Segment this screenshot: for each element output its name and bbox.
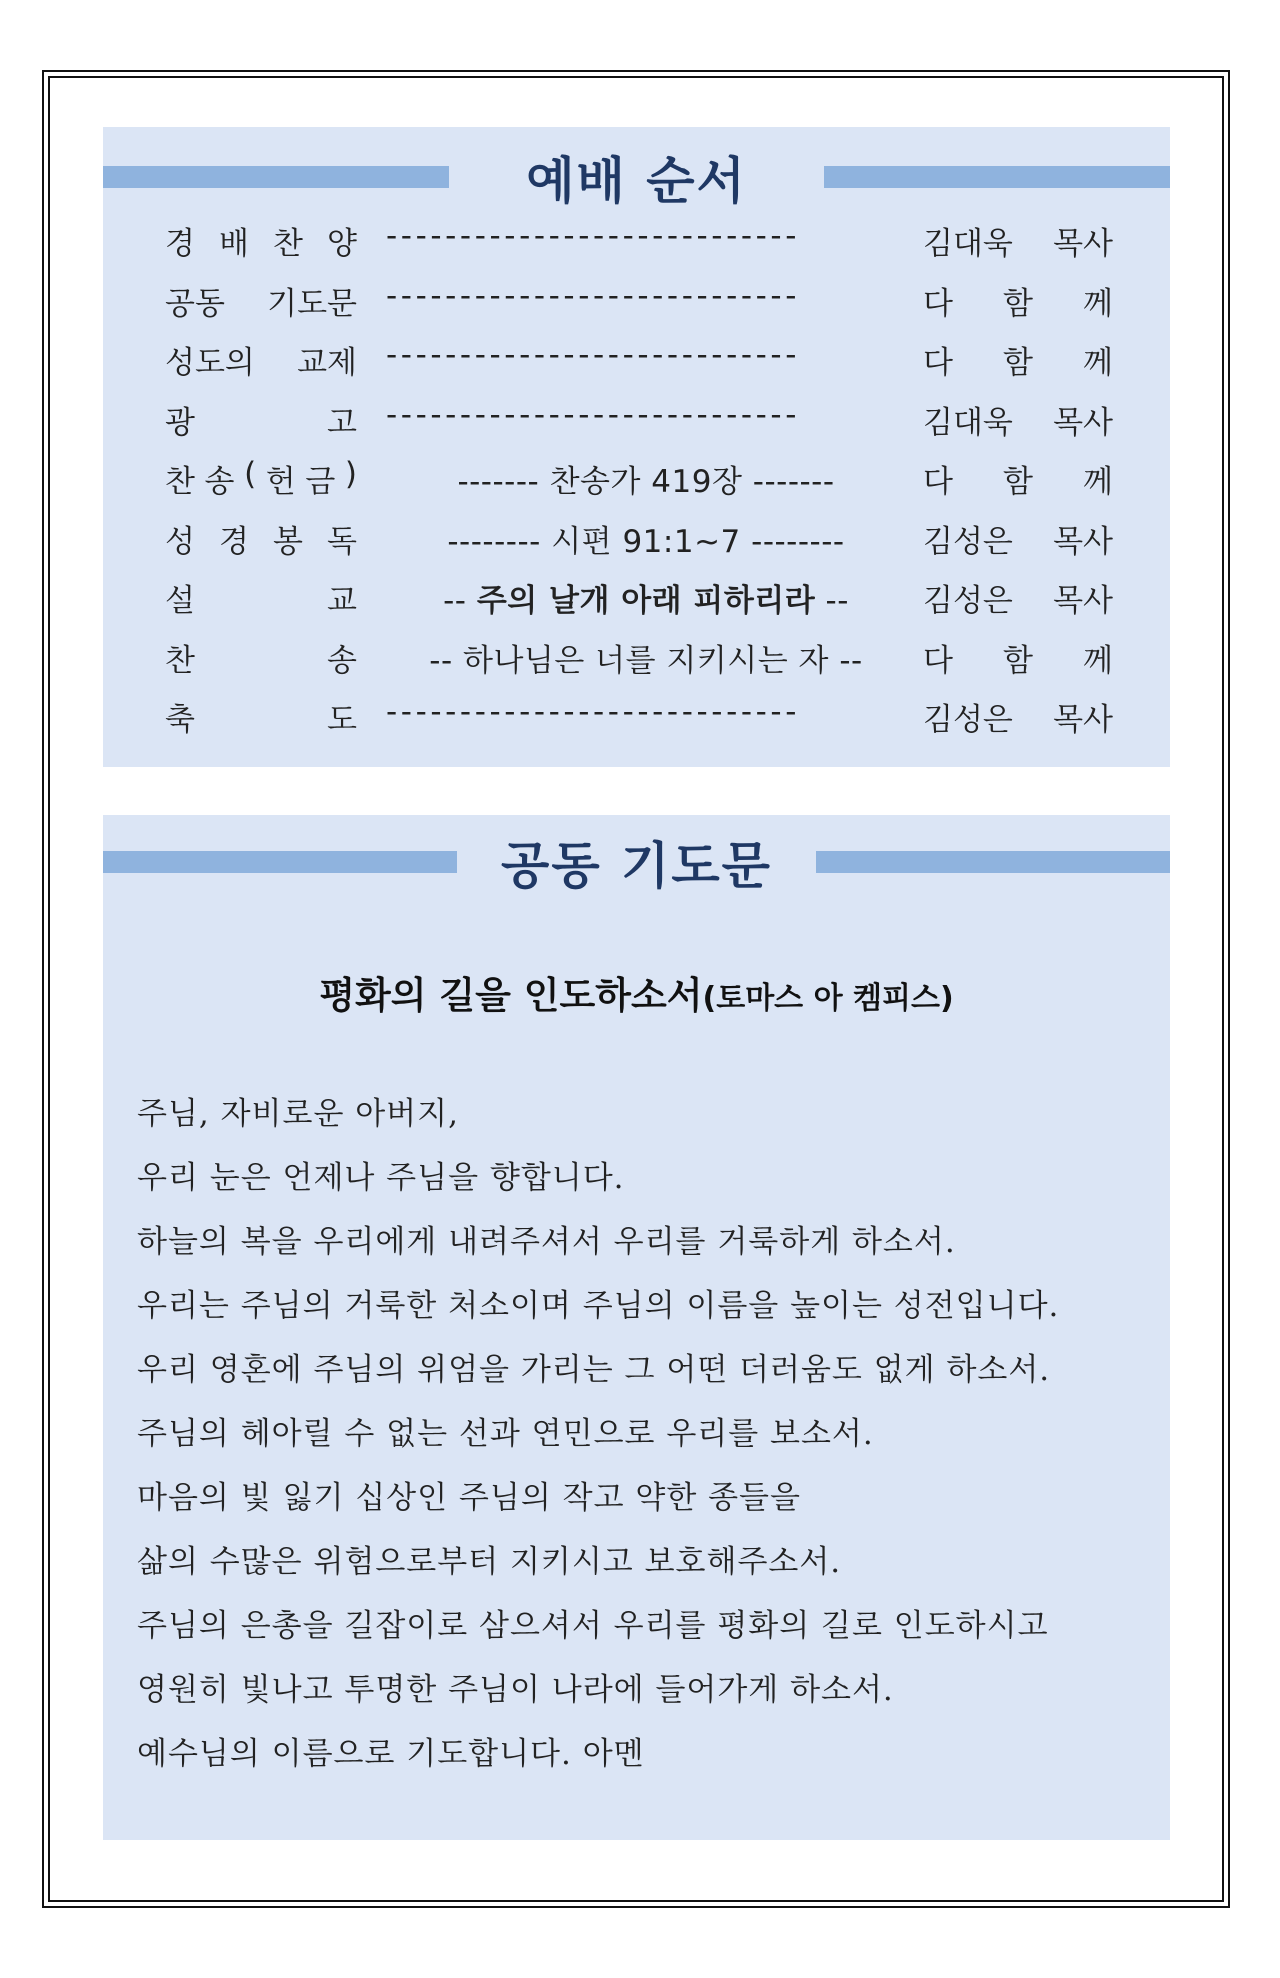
order-item-part: 성도의 [165, 345, 255, 381]
order-item-detail: ---------------------------- [386, 694, 801, 730]
prayer-line: 우리는 주님의 거룩한 처소이며 주님의 이름을 높이는 성전입니다. [137, 1288, 1060, 1324]
order-item-part: 축 [165, 702, 195, 738]
prayer-heading [103, 965, 1170, 1019]
order-item-part: 광 [165, 404, 195, 441]
order-item-part: 찬 [165, 464, 195, 500]
prayer-line: 우리 눈은 언제나 주님을 향합니다. [137, 1160, 625, 1196]
order-item-leader [923, 694, 1113, 739]
order-item-part: ) [344, 456, 357, 492]
common-prayer-title: 공동 기도문 [501, 837, 772, 895]
sermon-title: 주의 날개 아래 피하리라 [476, 583, 816, 619]
leader-part: 김성은 [923, 523, 1013, 560]
leader-part: 다 [923, 345, 953, 381]
order-item-name [165, 397, 357, 442]
leader-part: 김성은 [923, 583, 1013, 619]
leader-part: 다 [923, 642, 953, 679]
worship-order-title: 예배 순서 [526, 152, 747, 210]
order-item-leader [923, 456, 1113, 501]
order-item-part: 독 [327, 523, 357, 560]
order-item-leader [923, 218, 1113, 263]
order-row [103, 635, 1170, 683]
order-item-part: 교제 [297, 345, 357, 381]
order-item-leader [923, 337, 1113, 382]
order-row [103, 278, 1170, 326]
order-row [103, 337, 1170, 385]
detail-dash-prefix: -- [443, 583, 477, 619]
order-item-part: 경 [165, 226, 195, 262]
order-item-part: 금 [305, 464, 336, 500]
order-row [103, 694, 1170, 742]
leader-part: 목사 [1053, 226, 1113, 262]
order-item-detail [386, 575, 906, 620]
leader-part: 함 [1003, 345, 1033, 381]
order-item-detail: -------- 시편 91:1~7 -------- [447, 523, 845, 560]
order-item-part: 찬 [165, 642, 195, 679]
prayer-line: 우리 영혼에 주님의 위엄을 가리는 그 어떤 더러움도 없게 하소서. [137, 1352, 1051, 1388]
order-item-part: 설 [165, 583, 195, 619]
order-item-detail: ---------------------------- [386, 218, 801, 254]
order-item-part: 성 [165, 523, 195, 560]
order-item-detail: ------- 찬송가 419장 ------- [457, 464, 835, 500]
order-item-name [165, 456, 357, 501]
order-row [103, 456, 1170, 504]
leader-part: 목사 [1053, 404, 1113, 441]
order-item-part: 도 [327, 702, 357, 738]
order-item-part: 공동 [165, 285, 225, 322]
leader-part: 함 [1003, 464, 1033, 500]
order-item-name [165, 516, 357, 561]
order-item-detail: ---------------------------- [386, 396, 801, 433]
order-item-part: 교 [327, 583, 357, 619]
order-row [103, 218, 1170, 266]
prayer-line: 삶의 수많은 위험으로부터 지키시고 보호해주소서. [137, 1544, 842, 1580]
worship-order-title-row [103, 137, 1170, 217]
prayer-line: 마음의 빛 잃기 십상인 주님의 작고 약한 종들을 [137, 1480, 801, 1516]
order-item-part: ( [244, 456, 257, 492]
leader-part: 김성은 [923, 702, 1013, 738]
prayer-line: 주님의 헤아릴 수 없는 선과 연민으로 우리를 보소서. [137, 1416, 874, 1452]
leader-part: 목사 [1053, 523, 1113, 560]
order-item-part: 고 [327, 404, 357, 441]
order-item-part: 송 [204, 464, 235, 500]
leader-part: 목사 [1053, 583, 1113, 619]
order-item-name [165, 575, 357, 620]
order-item-name [165, 218, 357, 263]
prayer-heading-main: 평화의 길을 인도하소서 [319, 974, 703, 1017]
prayer-line: 주님의 은총을 길잡이로 삼으셔서 우리를 평화의 길로 인도하시고 [137, 1608, 1049, 1644]
order-item-part: 기도문 [267, 285, 357, 322]
prayer-text [137, 1082, 1137, 1786]
order-item-part: 봉 [273, 523, 303, 560]
leader-part: 김대욱 [923, 226, 1013, 262]
leader-part: 께 [1083, 345, 1113, 381]
leader-part: 김대욱 [923, 404, 1013, 441]
prayer-heading-author: (토마스 아 켐피스) [702, 981, 954, 1016]
common-prayer-title-row [103, 822, 1170, 902]
order-item-leader [923, 516, 1113, 561]
order-item-part: 찬 [273, 226, 303, 262]
order-item-part: 양 [327, 226, 357, 262]
leader-part: 께 [1083, 285, 1113, 322]
order-item-leader [923, 278, 1113, 323]
order-item-detail: ---------------------------- [386, 337, 801, 373]
order-item-name [165, 337, 357, 382]
prayer-line: 하늘의 복을 우리에게 내려주셔서 우리를 거룩하게 하소서. [137, 1224, 956, 1260]
prayer-line: 예수님의 이름으로 기도합니다. 아멘 [137, 1736, 645, 1772]
prayer-line: 주님, 자비로운 아버지, [137, 1096, 459, 1132]
order-item-part: 배 [219, 226, 249, 262]
order-item-part: 헌 [265, 464, 296, 500]
order-row [103, 516, 1170, 564]
leader-part: 목사 [1053, 702, 1113, 738]
order-row [103, 575, 1170, 623]
order-item-leader [923, 575, 1113, 620]
order-item-part: 경 [219, 523, 249, 560]
order-item-detail: -- 하나님은 너를 지키시는 자 -- [429, 642, 863, 679]
leader-part: 다 [923, 464, 953, 500]
order-item-leader [923, 635, 1113, 680]
order-item-part: 송 [327, 642, 357, 679]
order-item-leader [923, 397, 1113, 442]
order-item-name [165, 694, 357, 739]
leader-part: 께 [1083, 464, 1113, 500]
detail-dash-suffix: -- [815, 583, 849, 619]
leader-part: 함 [1003, 642, 1033, 679]
order-item-name [165, 635, 357, 680]
order-row [103, 397, 1170, 445]
order-item-detail: ---------------------------- [386, 277, 801, 314]
prayer-line: 영원히 빛나고 투명한 주님이 나라에 들어가게 하소서. [137, 1672, 894, 1708]
order-item-name [165, 278, 357, 323]
leader-part: 함 [1003, 285, 1033, 322]
leader-part: 께 [1083, 642, 1113, 679]
leader-part: 다 [923, 285, 953, 322]
